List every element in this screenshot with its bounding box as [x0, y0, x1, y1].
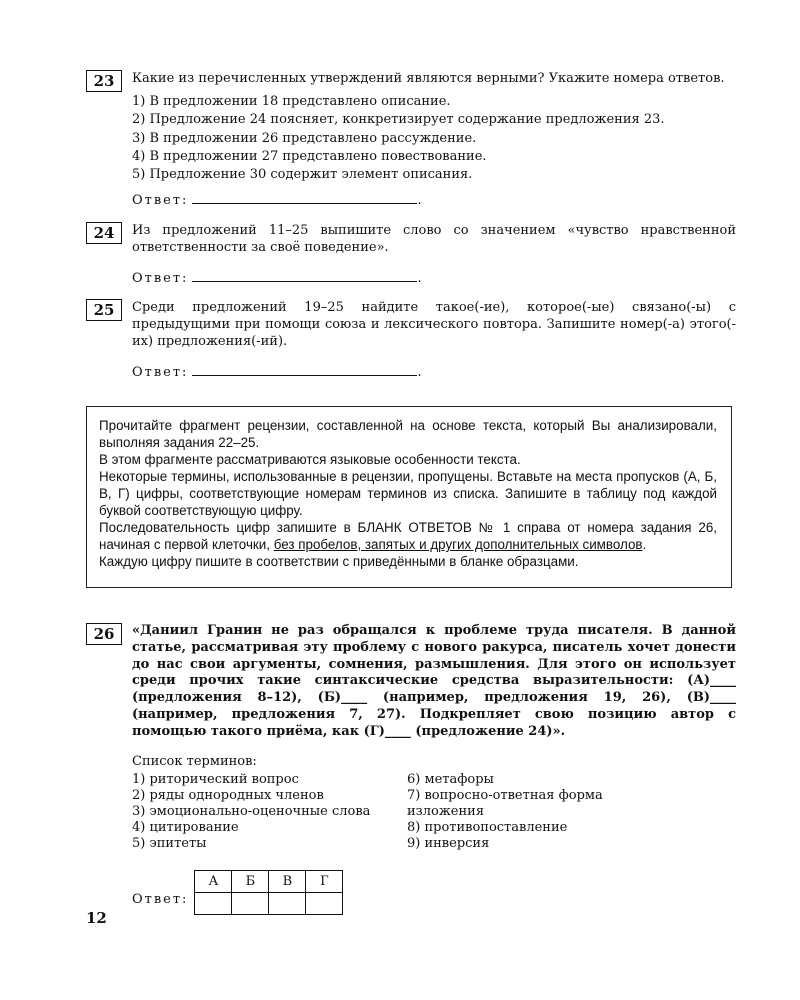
task-number: 23 — [86, 70, 122, 92]
answer-cell-b[interactable] — [232, 892, 269, 914]
term: 5) эпитеты — [132, 835, 207, 851]
task-26 — [86, 623, 736, 915]
answer-field[interactable] — [192, 193, 417, 204]
task-23: 23 Какие из перечисленных утверждений являются верными? Укажите номера ответов. 1) В предложении 18 представлено описание. 2) Предложение 24 поясняет, конкретизирует содержание предложения 23. 3) В предложении 26 представлено рассуждение. 4) В предложении 27 представлено повествование. 5) Предложение 30 содержит элемент описания. Ответ: . — [86, 70, 736, 209]
term: 1) риторический вопрос — [132, 771, 299, 787]
answer-label: Ответ: — [132, 193, 189, 209]
terms-title: Список терминов: — [132, 753, 257, 769]
answer-cell-a[interactable] — [195, 892, 232, 914]
answer-field[interactable] — [192, 365, 417, 376]
term: 9) инверсия — [407, 835, 490, 851]
term: 8) противопоставление — [407, 819, 568, 835]
task-question: Среди предложений 19–25 найдите такое(-ие), которое(-ые) связано(-ы) с предыдущими при помощи союза и лексического повтора. Запишите номер(-а) этого(-их) предложения(-ий). — [132, 300, 736, 349]
answer-label: Ответ: — [132, 365, 189, 380]
column-header-b: Б — [232, 870, 269, 892]
column-header-g: Г — [306, 870, 343, 892]
task-number: 24 — [86, 222, 122, 244]
instruction-text: Прочитайте фрагмент рецензии, составленной на основе текста, который Вы анализировали, выполняя задания 22–25. — [99, 418, 717, 450]
instructions-box — [86, 406, 732, 588]
answer-label: Ответ: — [132, 271, 189, 286]
task-question: Из предложений 11–25 выпишите слово со значением «чувство нравственной ответственности за своё поведение». — [132, 223, 736, 255]
instruction-text: Последовательность цифр запишите в БЛАНК ОТВЕТОВ № 1 справа от номера задания 26, начиная с первой клеточки, без пробелов, запятых и других дополнительных символов. — [99, 520, 717, 552]
answer-field[interactable] — [192, 271, 417, 282]
column-header-v: В — [269, 870, 306, 892]
term: 6) метафоры — [407, 771, 494, 787]
answer-label: Ответ: — [132, 891, 189, 907]
term: 7) вопросно-ответная форма изложения — [407, 787, 603, 819]
instruction-text: Каждую цифру пишите в соответствии с приведёнными в бланке образцами. — [99, 554, 579, 569]
terms-list — [132, 772, 736, 852]
term: 3) эмоционально-оценочные слова — [132, 803, 371, 819]
underlined-text: без пробелов, запятых и других дополнительных символов — [273, 537, 643, 552]
task-question: Какие из перечисленных утверждений являются верными? Укажите номера ответов. — [132, 71, 725, 86]
option: 1) В предложении 18 представлено описание. — [132, 94, 451, 109]
page-number: 12 — [86, 909, 107, 927]
term: 2) ряды однородных членов — [132, 787, 324, 803]
term: 4) цитирование — [132, 819, 239, 835]
option: 2) Предложение 24 поясняет, конкретизирует содержание предложения 23. — [132, 112, 665, 128]
option: 5) Предложение 30 содержит элемент описания. — [132, 167, 473, 183]
instruction-text: Некоторые термины, использованные в рецензии, пропущены. Вставьте на места пропусков (А, Б, В, Г) цифры, соответствующие номерам терминов из списка. Запишите в таблицу под каждой буквой соответствующую цифру. — [99, 469, 717, 518]
task-24: 24 Из предложений 11–25 выпишите слово со значением «чувство нравственной ответственности за своё поведение». Ответ: . — [86, 222, 736, 287]
answer-cell-v[interactable] — [269, 892, 306, 914]
column-header-a: А — [195, 870, 232, 892]
task-number: 26 — [86, 623, 122, 645]
answer-cell-g[interactable] — [306, 892, 343, 914]
instruction-text: В этом фрагменте рассматриваются языковые особенности текста. — [99, 452, 521, 467]
task-number: 25 — [86, 299, 122, 321]
answer-table — [194, 870, 343, 915]
option: 3) В предложении 26 представлено рассуждение. — [132, 130, 477, 146]
task-25: 25 Среди предложений 19–25 найдите такое(-ие), которое(-ые) связано(-ы) с предыдущими при помощи союза и лексического повтора. Запишите номер(-а) этого(-их) предложения(-ий). Ответ: . — [86, 299, 736, 381]
review-fragment: «Даниил Гранин не раз обращался к проблеме труда писателя. В данной статье, рассматривая эту проблему с нового ракурса, писатель хочет донести до нас свои аргументы, сомнения, размышления. Для этого он использует среди прочих такие синтаксические средства выразительности: (А)____ (предложения 8–12), (Б)____ (например, предложения 19, 26), (В)____ (например, предложения 7, 27). Подкрепляет свою позицию автор с помощью такого приёма, как (Г)____ (предложение 24)». — [132, 623, 736, 739]
option: 4) В предложении 27 представлено повествование. — [132, 148, 487, 164]
